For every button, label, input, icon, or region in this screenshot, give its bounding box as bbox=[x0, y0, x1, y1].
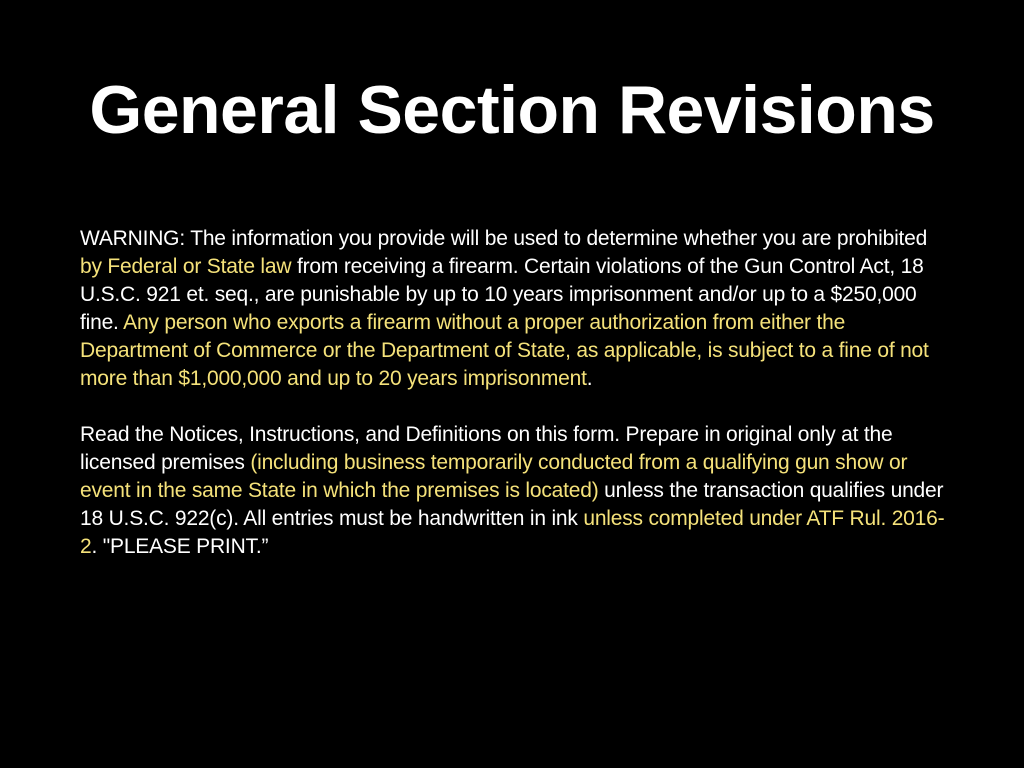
highlighted-text-segment: Any person who exports a firearm without a proper authorization from either the Department of Commerce or the Department of State, as applicable, is subject to a fine of not more than $1,000,000 and up to 20 years imprisonment bbox=[80, 311, 929, 390]
text-segment: unless the transaction qualifies under 18 U.S.C. 922(c). All entries must be handwritten in ink bbox=[80, 479, 944, 530]
instructions-paragraph bbox=[80, 421, 952, 561]
text-segment: Read the Notices, Instructions, and Definitions on this form. Prepare in original only at the licensed premises bbox=[80, 423, 893, 474]
warning-paragraph bbox=[80, 225, 952, 393]
slide-title: General Section Revisions bbox=[89, 72, 935, 148]
highlighted-text-segment: by Federal or State law bbox=[80, 255, 292, 278]
slide-body bbox=[80, 225, 952, 561]
highlighted-text-segment: (including business temporarily conducted from a qualifying gun show or event in the same State in which the premises is located) bbox=[80, 451, 908, 502]
text-segment: WARNING: The information you provide will be used to determine whether you are prohibited bbox=[80, 227, 928, 250]
text-segment: . "PLEASE PRINT.” bbox=[91, 535, 269, 558]
text-segment: . bbox=[586, 367, 593, 390]
text-segment: from receiving a firearm. Certain violations of the Gun Control Act, 18 U.S.C. 921 et. seq., are punishable by up to 10 years imprisonment and/or up to a $250,000 fine. bbox=[80, 255, 924, 334]
highlighted-text-segment: unless completed under ATF Rul. 2016-2 bbox=[80, 507, 945, 558]
